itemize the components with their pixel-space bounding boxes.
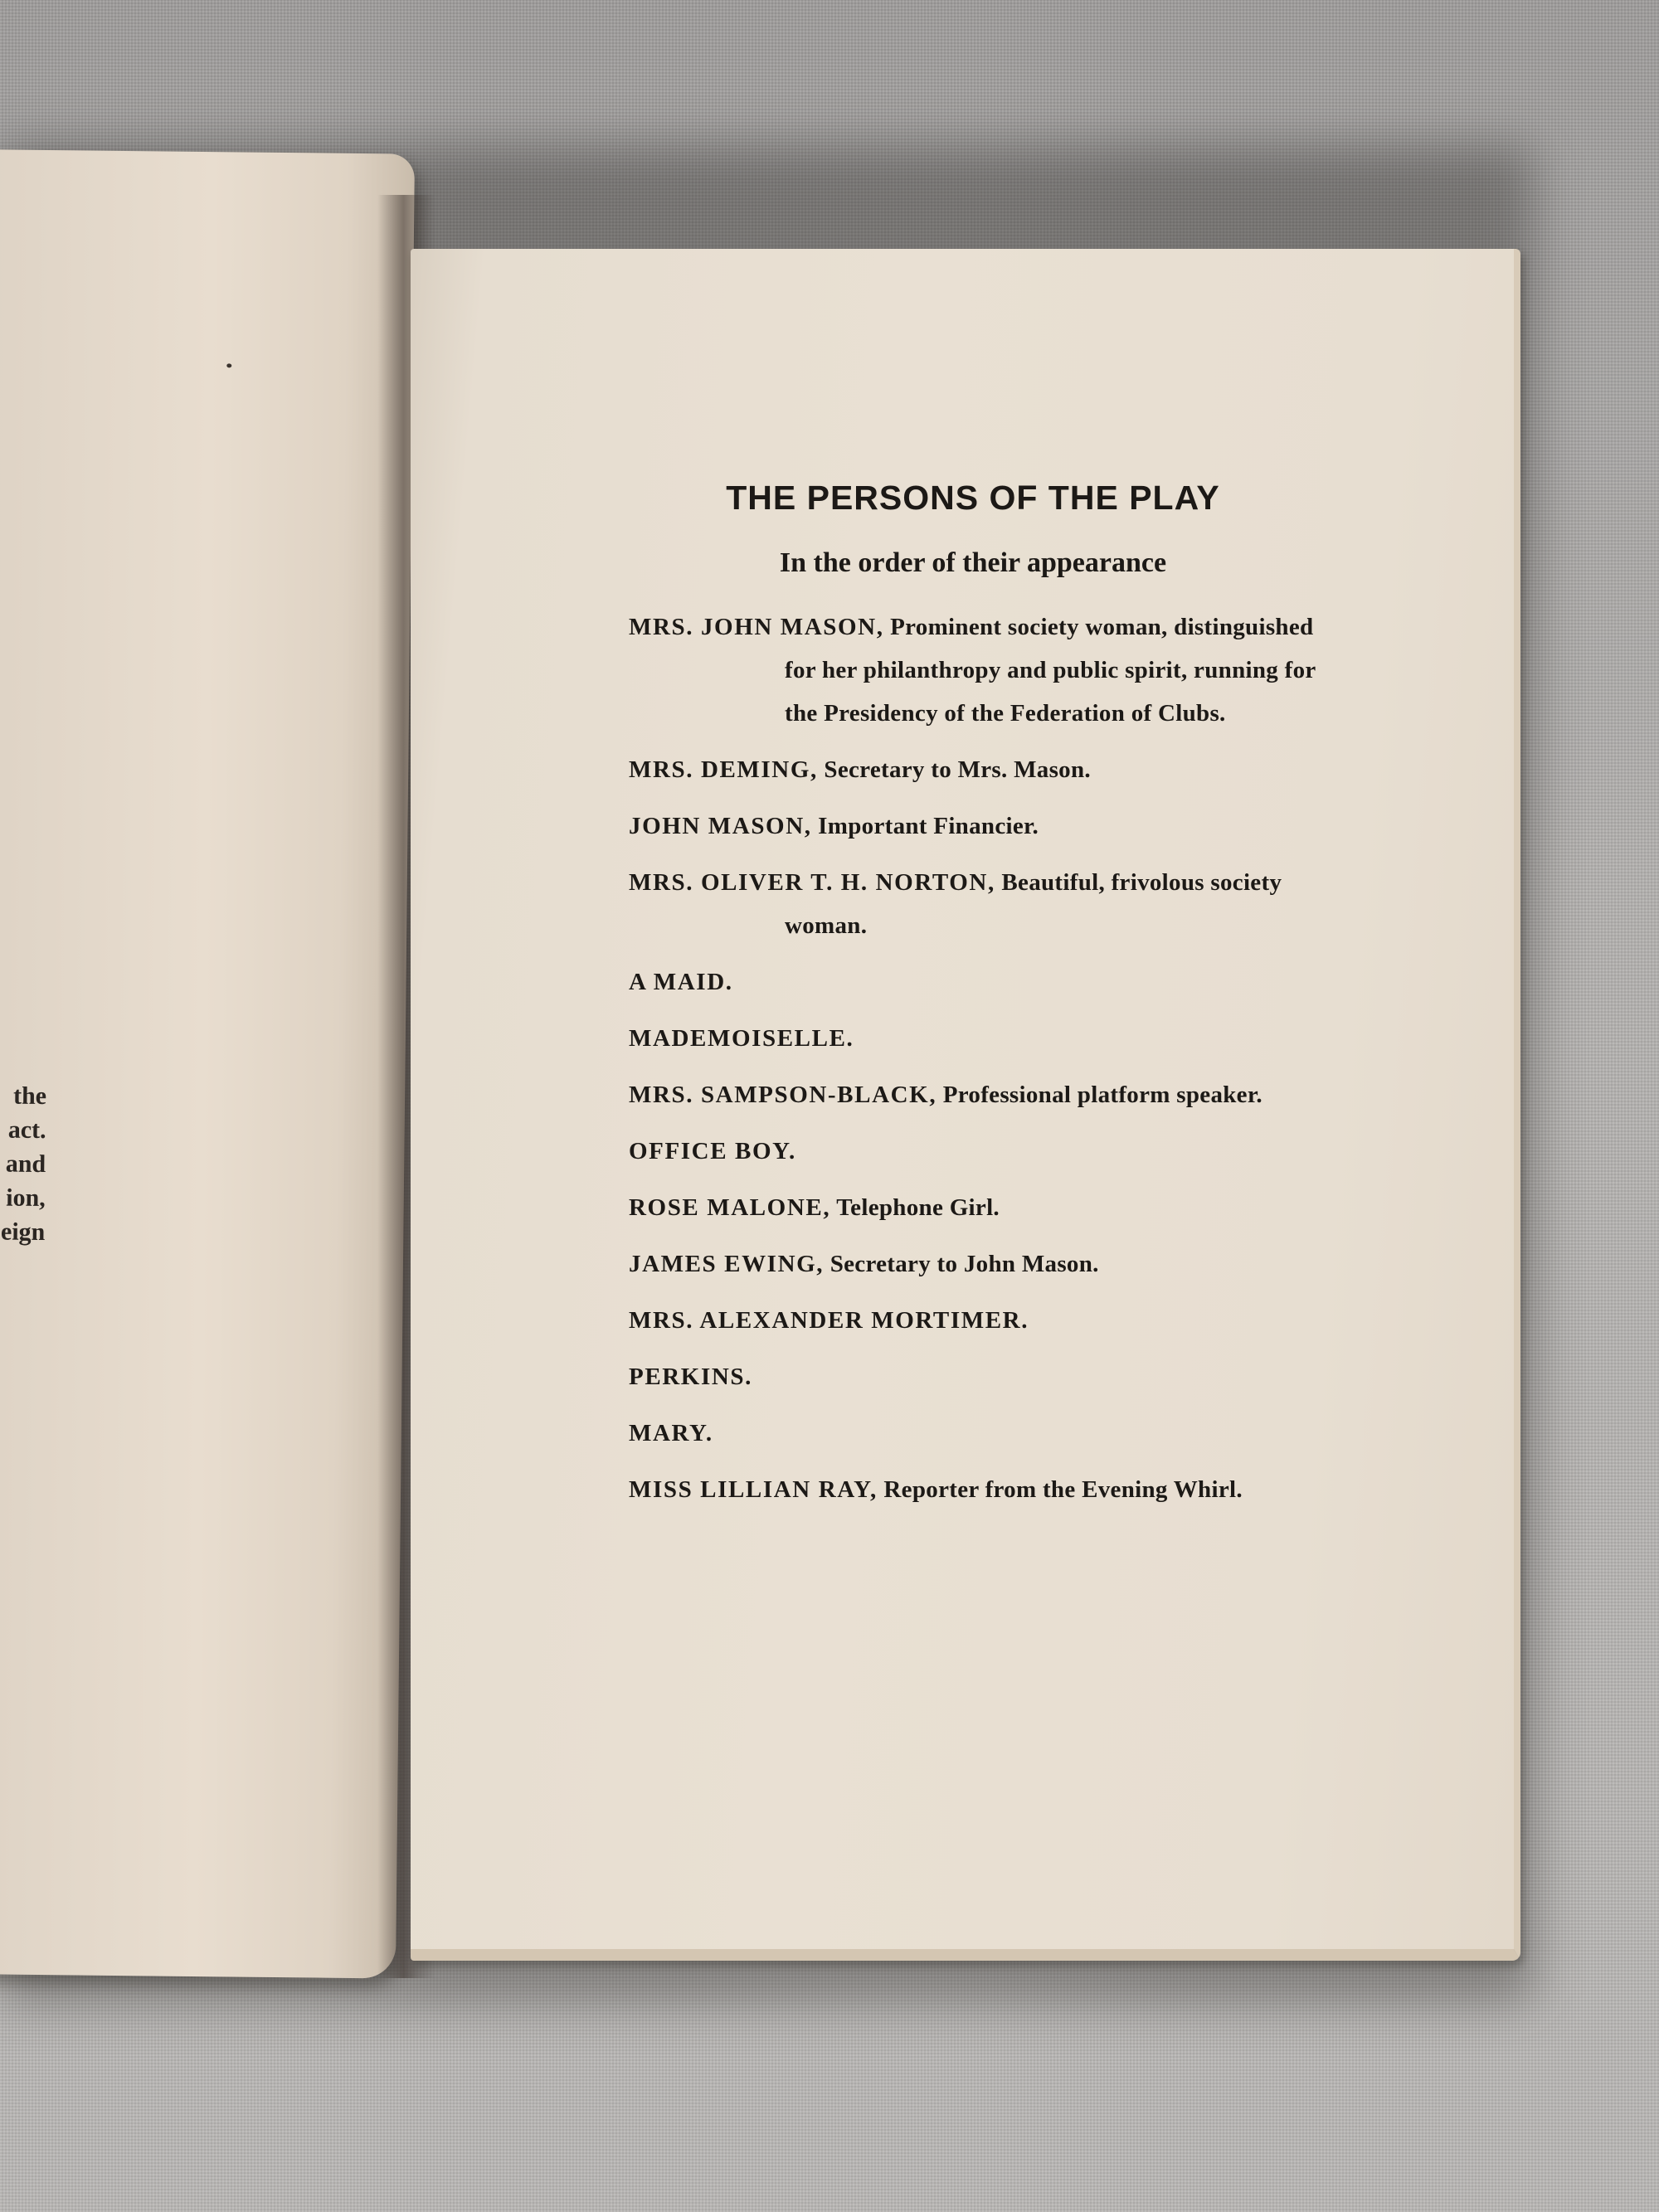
character-name: MARY.	[629, 1420, 713, 1446]
character-entry	[629, 748, 1317, 791]
character-entry	[629, 1130, 1317, 1173]
character-entry	[629, 1355, 1317, 1398]
character-name: ROSE MALONE,	[629, 1194, 831, 1221]
text-fragment: ion,	[6, 1184, 46, 1213]
character-entry	[629, 1186, 1317, 1229]
character-name: MRS. DEMING,	[629, 756, 818, 783]
character-name: A MAID.	[629, 969, 733, 995]
left-page	[0, 149, 415, 1979]
right-page	[411, 249, 1520, 1961]
character-entry	[629, 960, 1317, 1004]
character-name: JOHN MASON,	[629, 813, 812, 839]
character-name: MRS. ALEXANDER MORTIMER.	[629, 1307, 1029, 1334]
text-fragment: and	[5, 1150, 46, 1179]
page-title: THE PERSONS OF THE PLAY	[726, 479, 1220, 517]
character-entry	[629, 805, 1317, 848]
character-description: Secretary to Mrs. Mason.	[824, 756, 1091, 783]
character-entry	[629, 861, 1317, 947]
character-name: MRS. SAMPSON-BLACK,	[629, 1082, 937, 1108]
character-entry	[629, 1017, 1317, 1060]
text-fragment: act.	[7, 1116, 46, 1145]
character-name: JAMES EWING,	[629, 1251, 825, 1277]
character-description: Important Financier.	[818, 813, 1039, 839]
character-description: Professional platform speaker.	[942, 1082, 1262, 1108]
character-description: Beautiful, frivolous society woman.	[785, 869, 1282, 939]
left-page-text-fragments	[0, 1078, 46, 1249]
character-entry	[629, 605, 1317, 735]
character-entry	[629, 1468, 1317, 1511]
text-fragment: the	[12, 1082, 47, 1111]
character-description: Secretary to John Mason.	[830, 1251, 1099, 1277]
character-name: OFFICE BOY.	[629, 1138, 796, 1164]
character-name: MADEMOISELLE.	[629, 1025, 854, 1052]
character-entry	[629, 1242, 1317, 1286]
cast-list	[629, 473, 1317, 1524]
character-name: MRS. OLIVER T. H. NORTON,	[629, 869, 995, 896]
character-description: Telephone Girl.	[836, 1194, 1000, 1221]
page-speck	[226, 363, 231, 367]
character-name: PERKINS.	[629, 1364, 752, 1390]
character-entry	[629, 1299, 1317, 1342]
character-description: Prominent society woman, distinguished for her philanthropy and public spirit, running for the Presidency of the Federation of Clubs.	[785, 614, 1316, 727]
character-name: MRS. JOHN MASON,	[629, 614, 884, 640]
page-subtitle: In the order of their appearance	[779, 547, 1167, 578]
character-entry	[629, 1412, 1317, 1455]
character-name: MISS LILLIAN RAY,	[629, 1476, 878, 1503]
character-entry	[629, 1073, 1317, 1116]
text-fragment: eign	[0, 1218, 46, 1247]
character-description: Reporter from the Evening Whirl.	[883, 1476, 1243, 1503]
